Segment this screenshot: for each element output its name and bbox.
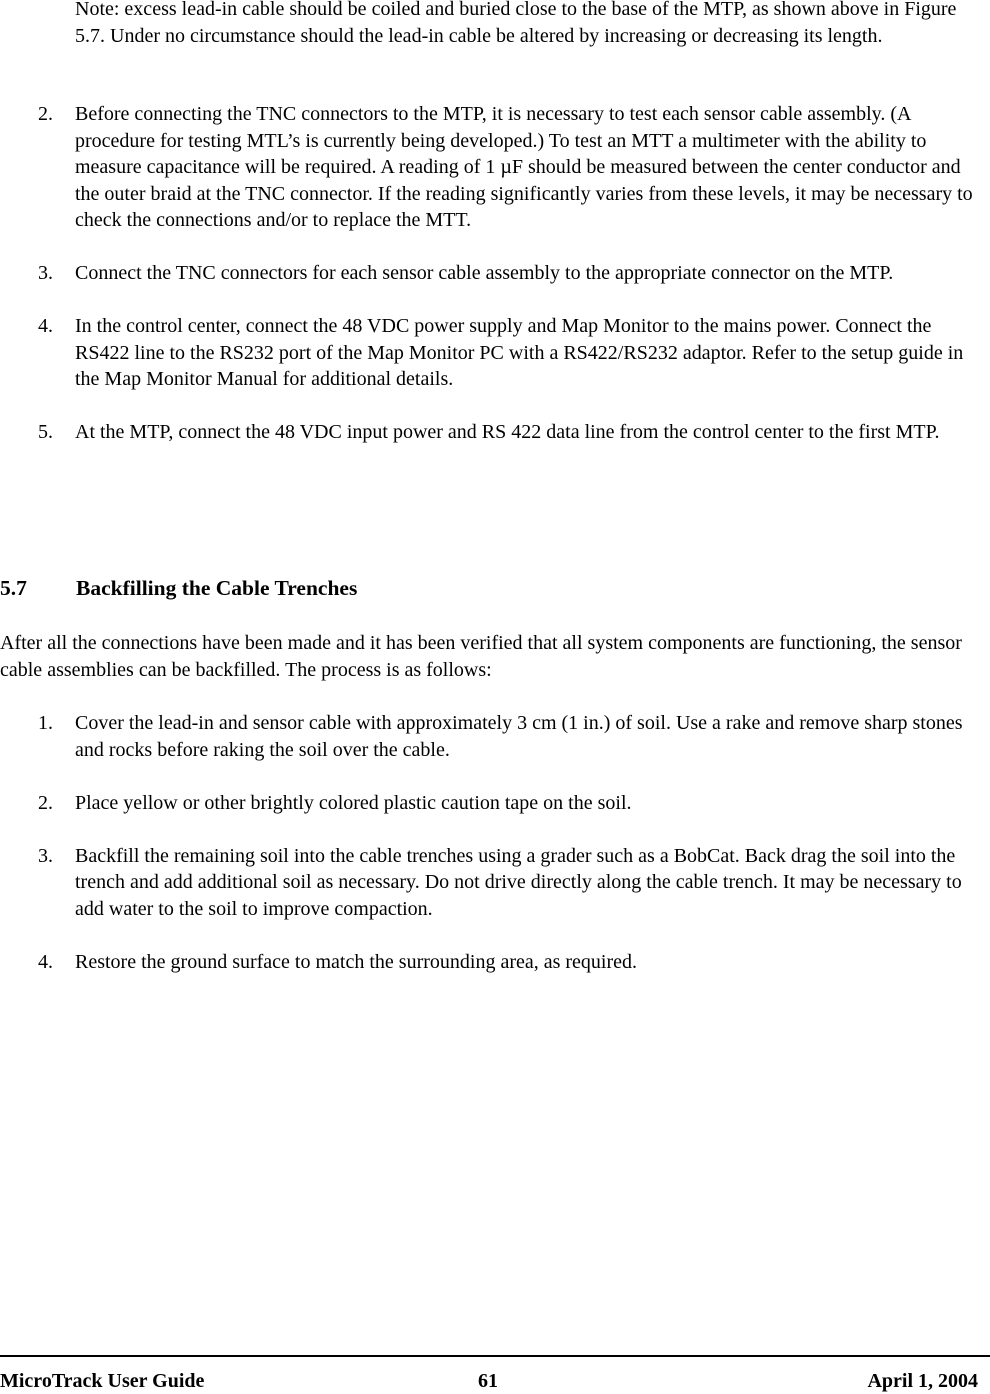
list-item bbox=[0, 790, 990, 817]
list-item-text: Connect the TNC connectors for each sensor cable assembly to the appropriate connector on the MTP. bbox=[75, 262, 894, 284]
list-item-text: Cover the lead-in and sensor cable with approximately 3 cm (1 in.) of soil. Use a rake and remove sharp stones and rocks before raking the soil over the cable. bbox=[75, 712, 963, 761]
list-item bbox=[0, 101, 990, 234]
section-title: Backfilling the Cable Trenches bbox=[76, 576, 358, 600]
section-heading bbox=[0, 575, 357, 602]
list-item-number: 1. bbox=[38, 712, 53, 734]
note-paragraph: Note: excess lead-in cable should be coiled and buried close to the base of the MTP, as shown above in Figure 5.7. Under no circumstance should the lead-in cable be altered by increasing or decreasing its length. bbox=[75, 0, 957, 47]
footer-date: April 1, 2004 bbox=[867, 1370, 978, 1392]
list-item bbox=[0, 710, 990, 763]
list-item bbox=[0, 843, 990, 923]
section-intro: After all the connections have been made and it has been verified that all system components are functioning, the sensor cable assemblies can be backfilled. The process is as follows: bbox=[0, 632, 962, 681]
list-item bbox=[0, 419, 990, 446]
footer-divider bbox=[0, 1355, 990, 1357]
section-number: 5.7 bbox=[0, 576, 27, 600]
list-item-number: 3. bbox=[38, 844, 53, 867]
list-item-number: 2. bbox=[38, 791, 53, 814]
list-item-number: 4. bbox=[38, 315, 53, 337]
footer-document-title: MicroTrack User Guide bbox=[0, 1370, 205, 1392]
footer-page-number: 61 bbox=[478, 1370, 498, 1392]
list-item-text: Backfill the remaining soil into the cable trenches using a grader such as a BobCat. Back drag the soil into the trench and add additional soil as necessary. Do not drive directly along the cable trench. It may be necessary to add water to the soil to improve compaction. bbox=[75, 844, 962, 920]
list-item-text: Before connecting the TNC connectors to the MTP, it is necessary to test each sensor cable assembly. (A procedure for testing MTL’s is currently being developed.) To test an MTT a multimeter with the ability to measure capacitance will be required. A reading of 1 µF should be measured between the center conductor and the outer braid at the TNC connector. If the reading significantly varies from these levels, it may be necessary to check the connections and/or to replace the MTT. bbox=[75, 103, 973, 231]
list-item-number: 5. bbox=[38, 421, 53, 443]
list-item bbox=[0, 949, 990, 976]
list-item-text: At the MTP, connect the 48 VDC input power and RS 422 data line from the control center to the first MTP. bbox=[75, 421, 940, 443]
list-item-text: Place yellow or other brightly colored plastic caution tape on the soil. bbox=[75, 791, 632, 814]
list-item bbox=[0, 313, 990, 393]
list-item-text: Restore the ground surface to match the surrounding area, as required. bbox=[75, 950, 638, 973]
steps-list-connections bbox=[0, 101, 990, 472]
list-item-number: 3. bbox=[38, 262, 53, 284]
list-item-number: 2. bbox=[38, 103, 53, 125]
list-item-text: In the control center, connect the 48 VDC power supply and Map Monitor to the mains power. Connect the RS422 line to the RS232 port of the Map Monitor PC with a RS422/RS232 adaptor. Refer to the setup guide in the Map Monitor Manual for additional details. bbox=[75, 315, 964, 390]
steps-list-backfilling bbox=[0, 710, 990, 1002]
list-item bbox=[0, 260, 990, 287]
list-item-number: 4. bbox=[38, 950, 53, 973]
